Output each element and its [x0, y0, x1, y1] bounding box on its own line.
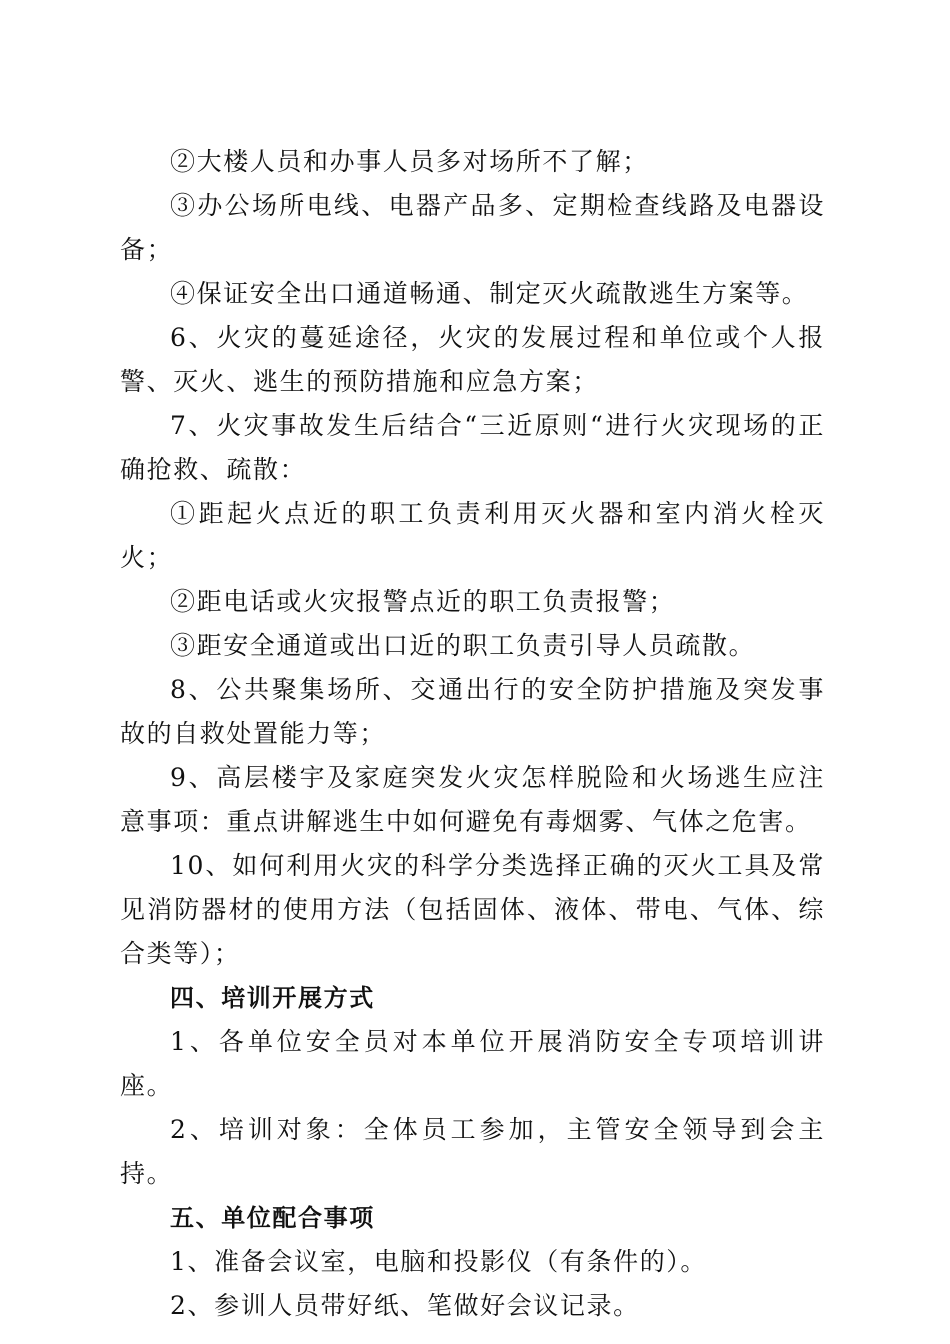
list-item-report-alarm: ②距电话或火灾报警点近的职工负责报警；	[170, 587, 676, 616]
training-item-1: 1、各单位安全员对本单位开展消防安全专项培训讲座。	[120, 1027, 825, 1100]
paragraph-item-10: 10、如何利用火灾的科学分类选择正确的灭火工具及常见消防器材的使用方法（包括固体、液体、带电、气体、综合类等）；	[120, 851, 825, 968]
list-item-extinguish: ①距起火点近的职工负责利用灭火器和室内消火栓灭火；	[120, 499, 825, 572]
section-heading-unit-cooperation: 五、单位配合事项	[170, 1204, 375, 1232]
paragraph-item-7: 7、火灾事故发生后结合“三近原则“进行火灾现场的正确抢救、疏散：	[120, 411, 825, 484]
training-item-2: 2、培训对象：全体员工参加，主管安全领导到会主持。	[120, 1115, 825, 1188]
paragraph-item-9: 9、高层楼宇及家庭突发火灾怎样脱险和火场逃生应注意事项：重点讲解逃生中如何避免有毒烟雾、气体之危害。	[120, 763, 825, 836]
cooperation-item-2: 2、参训人员带好纸、笔做好会议记录。	[170, 1291, 640, 1320]
list-item-safety-exit: ④保证安全出口通道畅通、制定灭火疏散逃生方案等。	[170, 279, 809, 308]
section-heading-training-method: 四、培训开展方式	[170, 984, 375, 1012]
list-item-evacuation: ③距安全通道或出口近的职工负责引导人员疏散。	[170, 631, 756, 660]
document-body	[120, 140, 825, 1328]
paragraph-item-8: 8、公共聚集场所、交通出行的安全防护措施及突发事故的自救处置能力等；	[120, 675, 825, 748]
paragraph-item-6: 6、火灾的蔓延途径，火灾的发展过程和单位或个人报警、灭火、逃生的预防措施和应急方案；	[120, 323, 825, 396]
cooperation-item-1: 1、准备会议室，电脑和投影仪（有条件的）。	[170, 1247, 708, 1276]
list-item-office-wiring: ③办公场所电线、电器产品多、定期检查线路及电器设备；	[120, 191, 825, 264]
list-item-building-personnel: ②大楼人员和办事人员多对场所不了解；	[170, 147, 649, 176]
